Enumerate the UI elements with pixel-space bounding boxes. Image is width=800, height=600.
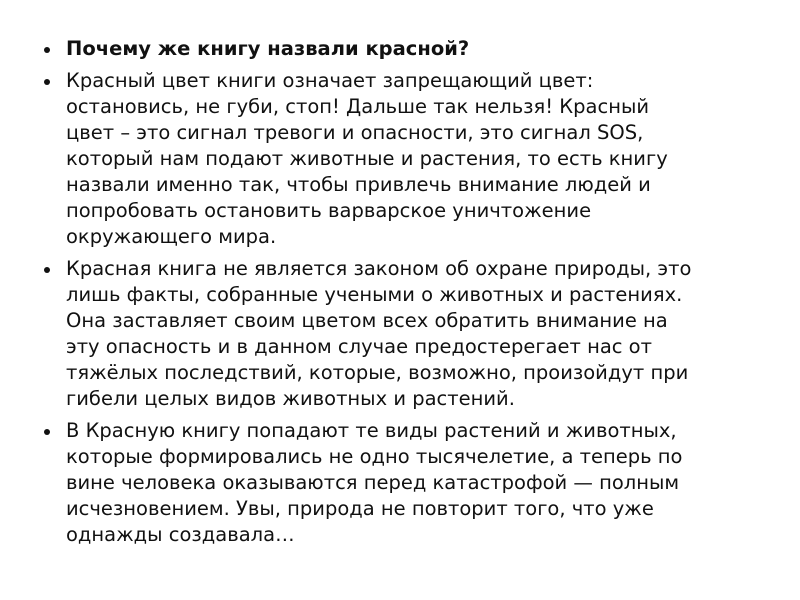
bullet-list [40,36,760,554]
bullet-not-a-law: Красная книга не является законом об охране природы, это лишь факты, собранные учеными о животных и растениях. Она заставляет своим цветом всех обратить внимание на эту опасность и в данном случае предостерегает нас от тяжёлых последствий, которые, возможно, произойдут при гибели целых видов животных и растений. [40,256,760,412]
bullet-question: Почему же книгу назвали красной? [40,36,760,62]
bullet-species-in-book: В Красную книгу попадают те виды растений и животных, которые формировались не одно тысячелетие, а теперь по вине человека оказываются перед катастрофой — полным исчезновением. Увы, природа не повторит того, что уже однажды создавала… [40,418,760,548]
bullet-red-color-meaning: Красный цвет книги означает запрещающий цвет: остановись, не губи, стоп! Дальше так нельзя! Красный цвет – это сигнал тревоги и опасности, это сигнал SOS, который нам подают животные и растения, то есть книгу назвали именно так, чтобы привлечь внимание людей и попробовать остановить варварское уничтожение окружающего мира. [40,68,760,250]
